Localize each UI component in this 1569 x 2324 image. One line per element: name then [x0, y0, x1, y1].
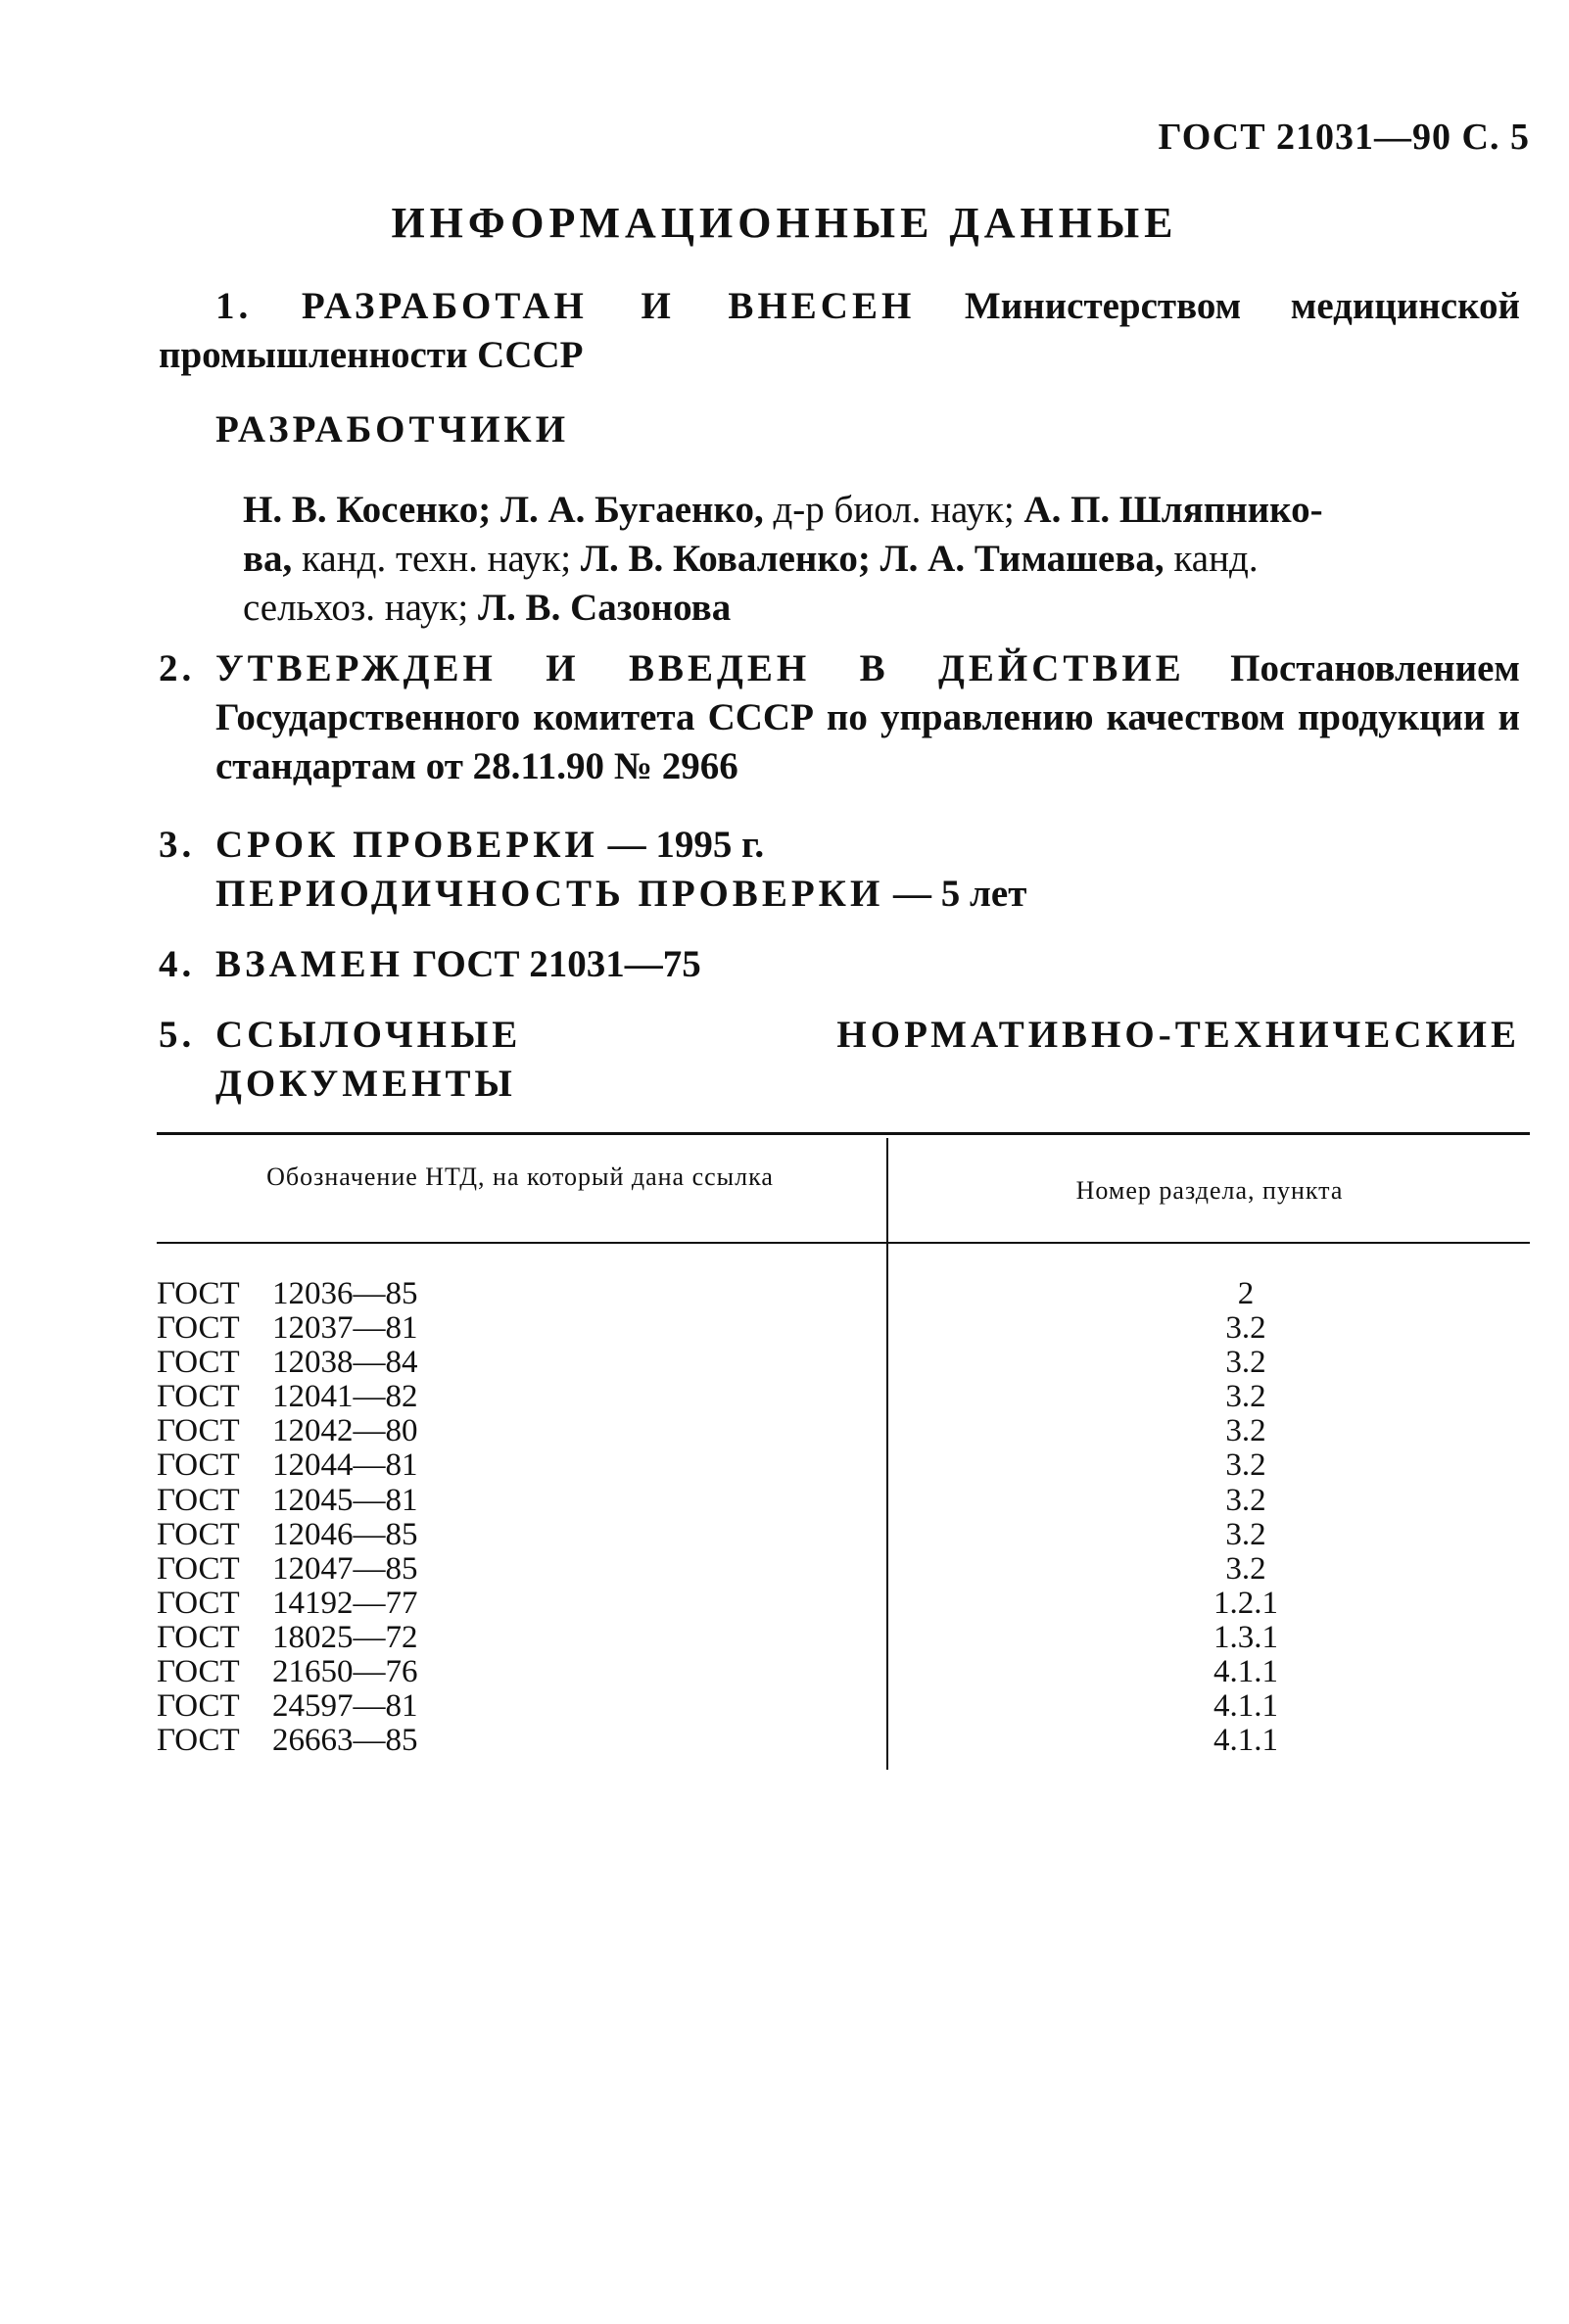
ntd-prefix: ГОСТ	[157, 1482, 240, 1518]
table-row	[157, 1587, 1530, 1621]
section-number: 4.1.1	[1213, 1688, 1278, 1725]
ntd-number: 12038—84	[272, 1345, 418, 1381]
column-header-section: Номер раздела, пункта	[1075, 1176, 1344, 1205]
ntd-designation	[157, 1724, 418, 1758]
ntd-designation	[157, 1311, 418, 1346]
ntd-prefix: ГОСТ	[157, 1654, 240, 1690]
section-number: 4.1.1	[1213, 1654, 1278, 1690]
developer-degree: канд.	[1173, 538, 1259, 580]
ntd-designation	[157, 1655, 418, 1689]
ntd-prefix: ГОСТ	[157, 1413, 240, 1449]
ntd-designation	[157, 1587, 418, 1621]
ntd-number: 14192—77	[272, 1585, 418, 1621]
table-row	[157, 1621, 1530, 1655]
ntd-number: 12047—85	[272, 1550, 418, 1587]
developer-name: Л. В. Сазонова	[478, 587, 732, 629]
item-text: Постановлением Государственного комитета СССР по управлению качеством продукции и стандартам от 28.11.90 № 2966	[215, 647, 1520, 787]
developer-name: Н. В. Косенко;	[243, 489, 492, 531]
info-item-1	[159, 282, 1520, 380]
ntd-designation	[157, 1621, 418, 1655]
ntd-number: 12036—85	[272, 1276, 418, 1311]
developer-degree-cont: сельхоз. наук;	[243, 587, 469, 629]
table-row	[157, 1689, 1530, 1724]
item-number: 1.	[215, 285, 253, 327]
table-row	[157, 1484, 1530, 1518]
item-number: 4.	[159, 943, 196, 985]
ntd-designation	[157, 1448, 418, 1483]
item-value: ГОСТ 21031—75	[412, 943, 701, 985]
section-number: 3.2	[1225, 1413, 1266, 1449]
table-row	[157, 1518, 1530, 1552]
ntd-number: 26663—85	[272, 1723, 418, 1759]
ntd-prefix: ГОСТ	[157, 1345, 240, 1381]
ntd-designation	[157, 1484, 418, 1518]
document-title: ИНФОРМАЦИОННЫЕ ДАННЫЕ	[391, 199, 1178, 247]
section-number: 3.2	[1225, 1310, 1266, 1347]
developer-name: Л. А. Бугаенко,	[499, 489, 764, 531]
ntd-number: 21650—76	[272, 1654, 418, 1690]
ntd-designation	[157, 1346, 418, 1380]
reference-table-body	[157, 1277, 1530, 1758]
ntd-prefix: ГОСТ	[157, 1585, 240, 1621]
info-item-2	[159, 644, 1520, 791]
developer-name: Л. В. Коваленко;	[580, 538, 871, 580]
ntd-number: 12037—81	[272, 1310, 418, 1347]
section-number: 3.2	[1225, 1345, 1266, 1381]
section-number: 1.3.1	[1213, 1619, 1278, 1655]
item-heading: СРОК ПРОВЕРКИ	[215, 824, 598, 866]
ntd-designation	[157, 1414, 418, 1448]
ntd-number: 12042—80	[272, 1413, 418, 1449]
developer-name: Л. А. Тимашева,	[880, 538, 1165, 580]
ntd-designation	[157, 1552, 418, 1587]
table-row	[157, 1724, 1530, 1758]
section-number: 2	[1237, 1276, 1255, 1311]
table-row	[157, 1311, 1530, 1346]
developers-heading: РАЗРАБОТЧИКИ	[215, 408, 570, 451]
item-number: 2.	[159, 647, 196, 689]
info-item-5	[159, 1011, 1520, 1109]
section-number: 3.2	[1225, 1447, 1266, 1484]
developer-name-cont: ва,	[243, 538, 293, 580]
item-number: 5.	[159, 1014, 196, 1056]
ntd-prefix: ГОСТ	[157, 1723, 240, 1759]
table-row	[157, 1380, 1530, 1414]
ntd-prefix: ГОСТ	[157, 1447, 240, 1484]
ntd-number: 18025—72	[272, 1619, 418, 1655]
ntd-designation	[157, 1277, 418, 1311]
section-number: 1.2.1	[1213, 1585, 1278, 1621]
table-row	[157, 1414, 1530, 1448]
table-row	[157, 1448, 1530, 1483]
section-number: 3.2	[1225, 1482, 1266, 1518]
ntd-prefix: ГОСТ	[157, 1276, 240, 1311]
section-number: 3.2	[1225, 1550, 1266, 1587]
developer-name: А. П. Шляпнико-	[1023, 489, 1323, 531]
developers-list	[243, 486, 1520, 633]
column-header-document: Обозначение НТД, на который дана ссылка	[266, 1162, 774, 1191]
developer-degree: д-р биол. наук;	[773, 489, 1015, 531]
ntd-number: 12044—81	[272, 1447, 418, 1484]
page-header: ГОСТ 21031—90 С. 5	[1158, 117, 1530, 158]
table-header-rule	[157, 1242, 1530, 1244]
section-number: 3.2	[1225, 1516, 1266, 1552]
item-number: 3.	[159, 824, 196, 866]
ntd-prefix: ГОСТ	[157, 1619, 240, 1655]
item-value: — 5 лет	[893, 873, 1027, 915]
ntd-prefix: ГОСТ	[157, 1379, 240, 1415]
section-number: 4.1.1	[1213, 1723, 1278, 1759]
item-value: — 1995 г.	[607, 824, 765, 866]
ntd-designation	[157, 1689, 418, 1724]
ntd-prefix: ГОСТ	[157, 1516, 240, 1552]
item-heading: УТВЕРЖДЕН И ВВЕДЕН В ДЕЙСТВИЕ	[215, 647, 1185, 689]
info-item-4	[159, 940, 1520, 989]
info-item-3	[159, 821, 1520, 919]
ntd-number: 12046—85	[272, 1516, 418, 1552]
ntd-prefix: ГОСТ	[157, 1688, 240, 1725]
item-text: Министерством медицинской промышленности СССР	[159, 285, 1521, 376]
ntd-designation	[157, 1380, 418, 1414]
ntd-number: 12041—82	[272, 1379, 418, 1415]
item-heading: ВЗАМЕН	[215, 943, 404, 985]
table-top-rule	[157, 1132, 1530, 1135]
item-heading: ССЫЛОЧНЫЕ НОРМАТИВНО-ТЕХНИЧЕСКИЕ ДОКУМЕНТЫ	[215, 1014, 1520, 1105]
item-heading: РАЗРАБОТАН И ВНЕСЕН	[301, 285, 916, 327]
ntd-number: 12045—81	[272, 1482, 418, 1518]
table-row	[157, 1552, 1530, 1587]
table-row	[157, 1277, 1530, 1311]
ntd-prefix: ГОСТ	[157, 1550, 240, 1587]
section-number: 3.2	[1225, 1379, 1266, 1415]
ntd-number: 24597—81	[272, 1688, 418, 1725]
developer-degree: канд. техн. наук;	[302, 538, 572, 580]
ntd-designation	[157, 1518, 418, 1552]
item-heading: ПЕРИОДИЧНОСТЬ ПРОВЕРКИ	[215, 873, 884, 915]
table-row	[157, 1346, 1530, 1380]
ntd-prefix: ГОСТ	[157, 1310, 240, 1347]
table-row	[157, 1655, 1530, 1689]
